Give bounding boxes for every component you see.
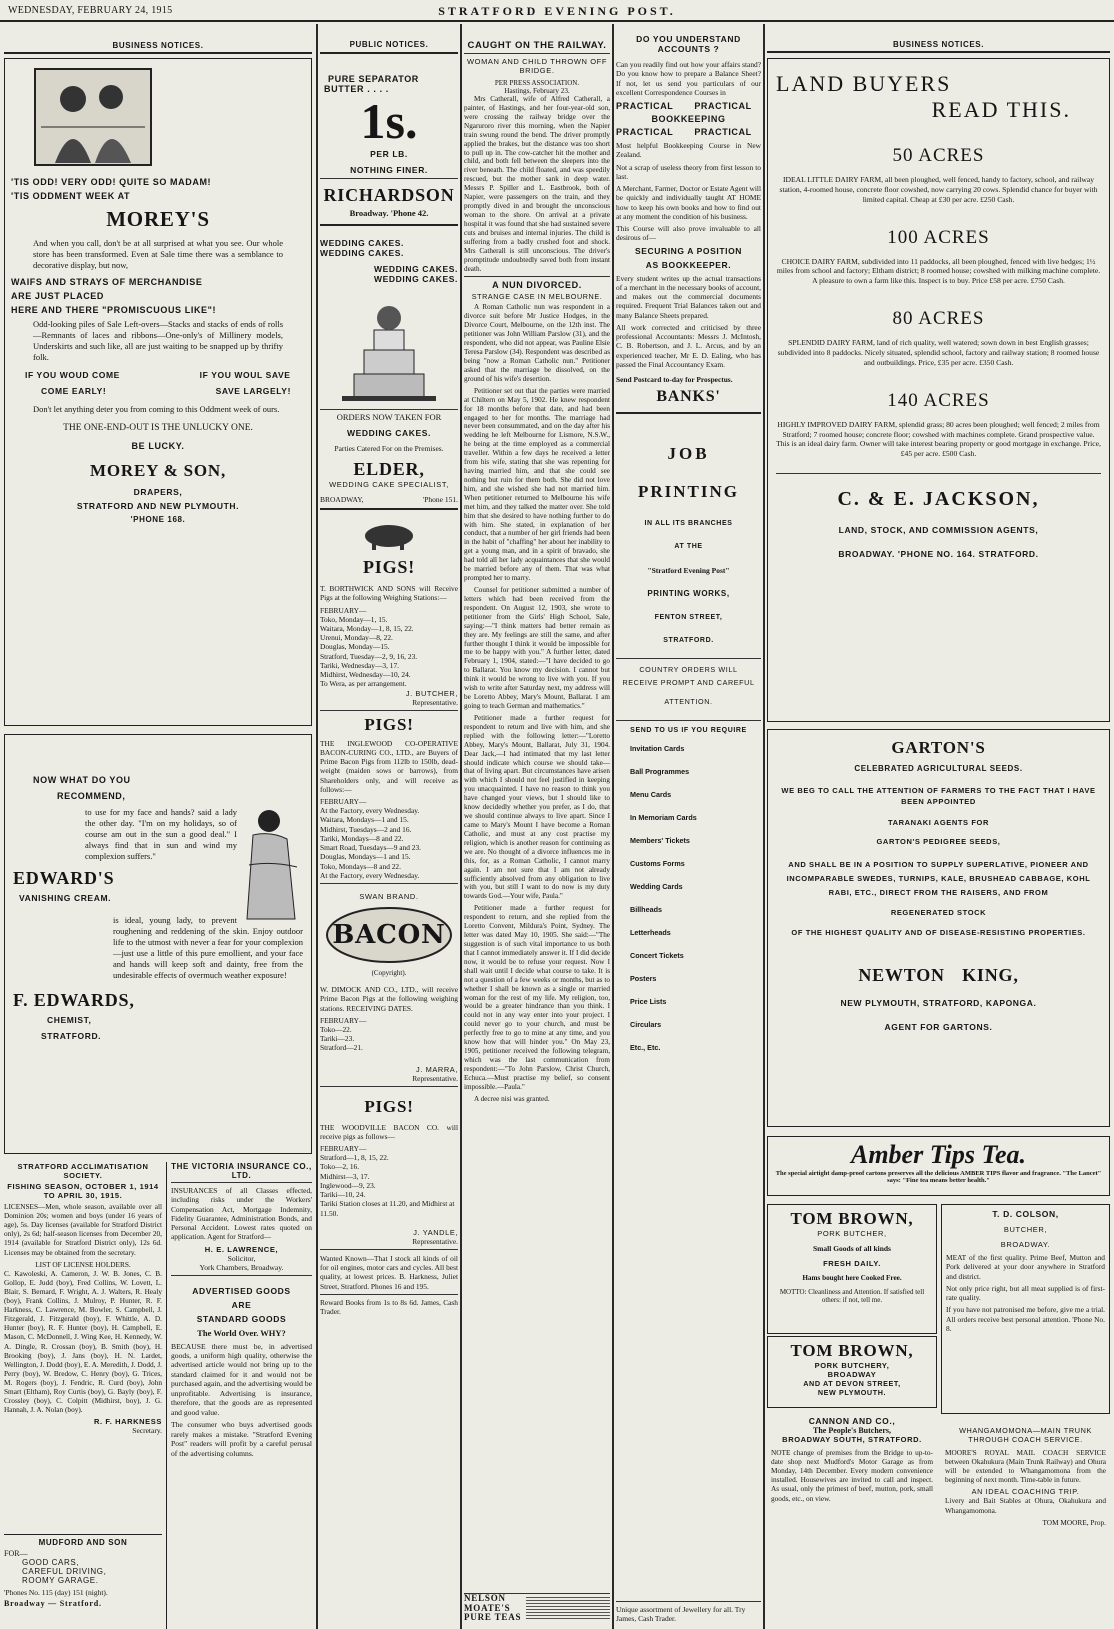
accounts-invaluable: This Course will also prove invaluable to all desirous of—: [616, 224, 761, 243]
coach-stables: Livery and Bait Stables at Ohura, Okahukura and Whangamomona.: [945, 1496, 1106, 1515]
coach-body: MOORE'S ROYAL MAIL COACH SERVICE between Okahukura (Main Trunk Railway) and Ohura will be extended to Whangamomona from the beginning of next month. Time-table in future.: [945, 1448, 1106, 1485]
victoria-solicitor: Solicitor,: [227, 1253, 256, 1263]
practical-line-2: PRACTICAL PRACTICAL: [616, 127, 752, 137]
send-to-us: SEND TO US IF YOU REQUIRE: [630, 727, 747, 734]
sep-name: "Stratford Evening Post": [647, 566, 730, 575]
land-lot-description: SPLENDID DAIRY FARM, land of rich quality, well watered; sown down in best English grasses; subdivided into 8 paddocks. Nicely situated, splendid school, factory and railway station; 8 roomed house and outbuildings. Price, £35 per acre. £350 Cash.: [777, 338, 1100, 367]
attention-line: ATTENTION.: [664, 697, 713, 706]
column-1: [4, 24, 312, 1629]
job-item: Invitation Cards: [630, 744, 685, 753]
victoria-body: INSURANCES of all Classes effected, including risks under the Workers' Compensation Act, Mortgage Indemnity, Fidelity Guarantee, Administration Bonds, and Personal Accident. Lowest rates quoted on application. Agent for Stratford—: [171, 1186, 312, 1242]
garton-p4: AND SHALL BE IN A POSITION TO SUPPLY SUPERLATIVE, PIONEER AND INCOMPARABLE SWEDES, TURNIPS, KALE, BRUSHEAD CABBAGE, KOHL RABI, ETC., DIRECT FROM THE RAISERS, AND FROM: [786, 859, 1091, 897]
land-lot-description: CHOICE DAIRY FARM, subdivided into 11 paddocks, all been ploughed, fenced with live hedges; 1½ miles from school and factory; Eltham district; 8 roomed house; cowshed with milking machine complete. A pleasure to own a farm like this. Inspect is to buy. Price £58 per acre. £750 Cash.: [776, 256, 1101, 286]
bacon-wordmark: BACON: [332, 920, 446, 950]
railway-headline: CAUGHT ON THE RAILWAY.: [464, 40, 610, 54]
pigs-heading-3: PIGS!: [364, 1096, 414, 1116]
wedding-cakes-1: WEDDING CAKES.: [320, 238, 404, 248]
land-buyers: LAND BUYERS: [776, 71, 952, 96]
morey-place: STRATFORD AND NEW PLYMOUTH.: [76, 501, 240, 512]
parties-catered: Parties Catered For on the Premises.: [334, 444, 444, 453]
adv-line1: ADVERTISED GOODS: [192, 1285, 291, 1296]
morey-line2: 'TIS ODDMENT WEEK AT: [11, 191, 131, 201]
morey-phone: 'PHONE 168.: [130, 515, 186, 525]
elder-name: ELDER,: [353, 459, 425, 479]
press-association: PER PRESS ASSOCIATION.: [494, 79, 580, 87]
butter-line2: BUTTER . . . .: [324, 84, 389, 94]
column-rule: [316, 24, 318, 1629]
section-heading: BUSINESS NOTICES.: [892, 40, 985, 49]
cannon-address: BROADWAY SOUTH, STRATFORD.: [782, 1435, 922, 1444]
orders-taken: ORDERS NOW TAKEN FOR: [320, 409, 458, 422]
tea-advert-text-block: [526, 1597, 610, 1621]
edwards-now: NOW WHAT DO YOU: [33, 775, 131, 785]
inglewood-feb: FEBRUARY—: [320, 797, 367, 806]
colson-advert: [941, 1204, 1110, 1414]
adv-para1: BECAUSE there must be, in advertised goods, a uniform high quality, otherwise the advertised article would not bring up to the standard claimed for it and would not be purchased again, and the advertising would be unprofitable. Advertising is insurance, therefore, that the goods are as represented and good value.: [171, 1341, 312, 1417]
coach-title: WHANGAMOMONA—MAIN TRUNK THROUGH COACH SERVICE.: [959, 1426, 1092, 1444]
waifs-line: WAIFS AND STRAYS OF MERCHANDISE: [11, 277, 203, 288]
nun-paragraph: Petitioner made a further request for respondent to return, and she replied from the Loretto Convent, Mildura's Point, Sydney. The letter was dated May 10, 1905. She said:—"The suggestion is of such vital importance to us both that I cannot immediately answer it. If I did decide now, it would be to refuse your request. Now I shall wait until I decide what course to take. It is not a question of a few weeks or months, but as to whether I shall be known as a single or married woman for the rest of my life. My religion, too, would be a greater hindrance than you think. I could not in any way enter into your project. I could never go to your church, and must be perfectly free to go to mine at any time, and you know how that will hinder you." On May 23, 1905, petitioner received the following telegram, which was the last communication from respondent:—"To John Parslow, Christ Church, Echuca.—Must practise my belief, so consent impossible.—Paula.": [464, 904, 610, 1091]
adv-line3: STANDARD GOODS: [196, 1313, 287, 1324]
colson-title: BUTCHER,: [1003, 1225, 1048, 1234]
accounts-merchant: A Merchant, Farmer, Doctor or Estate Agent will be quickly and individually taught AT HOME how to keep his own books and how to find out at any moment the condition of his business.: [616, 184, 761, 221]
land-lots: [776, 145, 1101, 459]
mudford-phones: 'Phones No. 115 (day) 151 (night).: [4, 1587, 108, 1597]
railway-subhead: WOMAN AND CHILD THROWN OFF BRIDGE.: [466, 57, 608, 75]
nun-subhead: STRANGE CASE IN MELBOURNE.: [471, 292, 603, 302]
wedding-cake-illustration: [320, 284, 458, 404]
garton-p5: REGENERATED STOCK: [890, 908, 987, 918]
adv-line2: ARE: [231, 1299, 252, 1310]
come-line: IF YOU WOUD COME: [25, 370, 120, 381]
elder-specialist: WEDDING CAKE SPECIALIST,: [329, 480, 449, 489]
woodville-signature: J. YANDLE,: [413, 1227, 458, 1237]
wedding-cakes-3: WEDDING CAKES.: [374, 264, 458, 274]
dimock-signature: J. MARRA,: [416, 1064, 458, 1074]
tom-brown-title-1: PORK BUTCHER,: [817, 1229, 887, 1238]
amber-tips-advert: [767, 1136, 1110, 1196]
butter-finer: NOTHING FINER.: [350, 165, 428, 175]
at-the: AT THE: [674, 543, 703, 550]
column-3: [464, 24, 610, 1629]
column-rule: [460, 24, 462, 1629]
garton-title: GARTON'S: [891, 738, 986, 757]
job-item: Price Lists: [630, 997, 667, 1006]
woodville-body: THE WOODVILLE BACON CO. will receive pigs as follows—: [320, 1122, 458, 1141]
tom-brown-butchery: PORK BUTCHERY,: [814, 1361, 890, 1370]
morey-intro: And when you call, don't be at all surprised at what you see. Our whole store has been transformed. Even at Sale time there was a semblance to decorative display, but now,: [33, 238, 283, 271]
woodville-rep: Representative.: [412, 1236, 458, 1246]
land-lot-heading: 140 ACRES: [887, 389, 990, 411]
tom-brown-name-1: TOM BROWN,: [790, 1209, 914, 1228]
mudford-address: Broadway — Stratford.: [4, 1598, 102, 1608]
garton-sub: CELEBRATED AGRICULTURAL SEEDS.: [854, 764, 1023, 773]
edwards-product: EDWARD'S: [13, 868, 115, 889]
job-item: Concert Tickets: [630, 951, 684, 960]
printing-works: PRINTING WORKS,: [647, 589, 730, 598]
mudford-for: FOR—: [4, 1549, 28, 1558]
jackson-firm: C. & E. JACKSON,: [837, 488, 1040, 511]
richardson-name: RICHARDSON: [323, 185, 455, 205]
accounts-students: Every student writes up the actual transactions of a merchant in the necessary books of account, and makes out the commercial documents required. Frequent Trial Balances taken out and many Balance Sheets prepared.: [616, 273, 761, 320]
save-largely: SAVE LARGELY!: [215, 386, 291, 397]
borthwick-stations: Toko, Monday—1, 15. Waitara, Monday—1, 8, 15, 22. Urenui, Monday—8, 22. Douglas, Monday—15. Stratford, Tuesday—2, 9, 16, 23. Tariki, Wednesday—3, 17. Midhirst, Wednesday—10, 24. To Wera, as per arrangement.: [320, 614, 418, 689]
job-item: Etc., Etc.: [630, 1043, 661, 1052]
practical-line-1: PRACTICAL PRACTICAL: [616, 101, 752, 111]
colson-name: T. D. COLSON,: [992, 1209, 1059, 1219]
amber-tips-wordmark: Amber Tips Tea.: [850, 1140, 1027, 1169]
job-item: Members' Tickets: [630, 836, 690, 845]
save-line: IF YOU WOUL SAVE: [199, 370, 291, 381]
elder-address: BROADWAY,: [320, 495, 364, 504]
edwards-advert: [4, 734, 312, 1154]
jewellery-notice: Unique assortment of Jewellery for all. Try James, Cash Trader.: [616, 1601, 761, 1623]
wedding-cakes-2: WEDDING CAKES.: [320, 248, 404, 258]
inglewood-body: THE INGLEWOOD CO-OPERATIVE BACON-CURING CO., LTD., are Buyers of Prime Bacon Pigs from 112lb to 150lb, dead-weight (maiden sows or barrows), from Shareholders only, and will receive as follows:—: [320, 738, 458, 794]
section-heading: PUBLIC NOTICES.: [349, 40, 429, 49]
butter-per-lb: PER LB.: [370, 149, 408, 159]
elder-phone: 'Phone 151.: [422, 495, 458, 504]
woodville-stations: Stratford—1, 8, 15, 22. Toko—2, 16. Midhirst—3, 17. Inglewood—9, 23. Tariki—10, 24. Tariki Station closes at 11.20, and Midhirst at 11.50.: [320, 1153, 455, 1218]
nelson-moate-name: NELSON MOATE'S PURE TEAS: [464, 1593, 522, 1623]
inglewood-stations: At the Factory, every Wednesday. Waitara, Mondays—1 and 15. Midhirst, Tuesdays—2 and 16. Tariki, Mondays—8 and 22. Smart Road, Tuesdays—9 and 23. Douglas, Mondays—1 and 15. Toko, Mondays—8 and 22. At the Factory, every Wednesday.: [320, 806, 422, 880]
country-orders: COUNTRY ORDERS WILL: [639, 665, 738, 674]
morey-advert: [4, 58, 312, 726]
mudford-lines: GOOD CARS, CAREFUL DRIVING, ROOMY GARAGE.: [22, 1558, 107, 1586]
morey-line1: 'TIS ODD! VERY ODD! QUITE SO MADAM!: [11, 177, 212, 187]
job-heading: JOB: [667, 444, 710, 463]
accl-list-title: LIST OF LICENSE HOLDERS.: [35, 1259, 131, 1269]
land-lot-description: HIGHLY IMPROVED DAIRY FARM, splendid grass; 80 acres been ploughed; well fenced; 2 miles from Stratford; 7 roomed house; concrete floor; cowshed with machines complete. Grand prospective value. This is an ideal dairy farm. Owner will take interest bearing property or good mortgage in exchange. Price, £45 per acre. £500 Cash.: [776, 419, 1101, 459]
accounts-corrected: All work corrected and criticised by three professional Accountants: Messrs J. McIntosh, C. B. Robertson, and J. L. Arcus, and by an experienced teacher, Mr E. D. Ealing, who has passed the Final Accountancy Exam.: [616, 322, 761, 369]
amber-tips-sub: The special airtight damp-proof cartons preserves all the delicious AMBER TIPS flavor and fragrance. "The Lancet" says: "Fine tea means better health.": [775, 1169, 1102, 1184]
column-2: [320, 24, 458, 1629]
accl-signature: R. F. HARKNESS: [94, 1417, 162, 1427]
dimock-body: W. DIMOCK AND CO., LTD., will receive Prime Bacon Pigs at the following weighing stations. RECEIVING DATES.: [320, 985, 458, 1013]
land-lot-description: IDEAL LITTLE DAIRY FARM, all been ploughed, well fenced, handy to factory, school, and railway station, 4-roomed house, concrete floor cowshed, now carrying 20 cows. Splendid chance for buyer with limited capital. Cheap at £30 per acre. £250 Cash.: [779, 175, 1098, 204]
tom-brown-motto: MOTTO: Cleanliness and Attention. If satisfied tell others: if not, tell me.: [779, 1288, 925, 1304]
cannon-title: The People's Butchers,: [813, 1426, 891, 1435]
morey-oddments: Odd-looking piles of Sale Left-overs—Stacks and stacks of ends of rolls—Remnants of laces and ribbons—One-only's of Millinery models, Underskirts and such like, all are just waiting to be snapped up by thrifty folk.: [33, 319, 283, 363]
colson-body: MEAT of the first quality. Prime Beef, Mutton and Pork delivered at your door anywhere in Stratford and district.: [946, 1253, 1105, 1281]
edwards-town: STRATFORD.: [41, 1030, 102, 1041]
pigs-heading-1: PIGS!: [362, 557, 415, 577]
land-lot-heading: 50 ACRES: [892, 145, 985, 166]
tom-brown-np: NEW PLYMOUTH.: [817, 1388, 887, 1397]
butter-line1: PURE SEPARATOR: [328, 74, 419, 84]
tom-brown-advert-1: [767, 1204, 937, 1334]
butter-price: 1s.: [360, 93, 418, 149]
securing-position: SECURING A POSITION: [634, 245, 743, 256]
swan-copyright: (Copyright).: [371, 969, 407, 977]
bookkeeping-line: BOOKKEEPING: [651, 114, 726, 124]
nun-headline: A NUN DIVORCED.: [492, 280, 582, 291]
be-lucky: BE LUCKY.: [131, 441, 185, 452]
wedding-cakes-4: WEDDING CAKES.: [374, 274, 458, 284]
elder-address-row: [320, 495, 458, 504]
colson-trial: If you have not patronised me before, give me a trial. All orders receive best personal attention. 'Phone No. 8.: [946, 1305, 1105, 1333]
section-heading: BUSINESS NOTICES.: [112, 41, 204, 50]
column-5: [767, 24, 1110, 1629]
job-item: Circulars: [630, 1020, 662, 1029]
pigs-heading-2: PIGS!: [364, 714, 414, 734]
edwards-title: CHEMIST,: [47, 1014, 92, 1025]
cannon-body: NOTE change of premises from the Bridge to up-to-date shop next Mudford's Motor Garage as from Monday, 14th December. Every modern convenience installed. Housewives are invited to call and inspect. As usual, only the primest of beef, mutton, pork, small goods, etc., on view.: [771, 1448, 933, 1503]
column-rule: [612, 24, 614, 1629]
railway-dateline: Hastings, February 23.: [504, 87, 570, 95]
garton-p2: TARANAKI AGENTS FOR: [888, 817, 989, 827]
tom-brown-name-2: TOM BROWN,: [790, 1341, 914, 1360]
tom-brown-advert-2: [767, 1336, 937, 1408]
accounts-headline: DO YOU UNDERSTAND ACCOUNTS ?: [636, 34, 741, 54]
pig-icon: [320, 520, 458, 552]
here-line: HERE AND THERE "PROMISCUOUS LIKE"!: [11, 305, 217, 316]
dimock-dates: Toko—22. Tariki—23. Stratford—21.: [320, 1024, 363, 1053]
wedding-cakes-5: WEDDING CAKES.: [347, 428, 431, 438]
accounts-intro: Can you readily find out how your affairs stand? Do you know how to prepare a Balance Sheet? If not, let us send you particulars of our excellent Correspondence Courses in: [616, 60, 761, 97]
job-item: Letterheads: [630, 928, 671, 937]
garton-towns: NEW PLYMOUTH, STRATFORD, KAPONGA.: [840, 997, 1037, 1008]
borthwick-body: T. BORTHWICK AND SONS will Receive Pigs at the following Weighing Stations:—: [320, 584, 458, 603]
send-postcard: Send Postcard to-day for Prospectus.: [616, 375, 733, 384]
land-lot-heading: 80 ACRES: [892, 308, 985, 330]
morey-firm: MOREY & SON,: [90, 461, 226, 481]
morey-name: MOREY'S: [106, 207, 210, 231]
wanted-known: Wanted Known—That I stock all kinds of oil for oil engines, motor cars and cycles. All best quality, at lowest prices. B. Harkness, Juliet Street, Stratford. Phones 16 and 195.: [320, 1253, 458, 1291]
tom-brown-goods: Small Goods of all kinds: [813, 1244, 891, 1253]
nelson-moate-advert: [464, 1593, 610, 1623]
newspaper-name: STRATFORD EVENING POST.: [438, 4, 676, 18]
job-item: Menu Cards: [630, 790, 672, 799]
morey-drapers: DRAPERS,: [133, 487, 183, 498]
edwards-recommend: RECOMMEND,: [57, 791, 126, 801]
colson-price: Not only price right, but all meat supplied is of first-rate quality.: [946, 1283, 1105, 1302]
read-this: READ THIS.: [931, 97, 1071, 122]
job-item: Billheads: [630, 905, 662, 914]
column-rule: [763, 24, 765, 1629]
jackson-agents: LAND, STOCK, AND COMMISSION AGENTS,: [838, 525, 1039, 536]
accl-secretary: Secretary.: [132, 1426, 162, 1436]
placed-line: ARE JUST PLACED: [11, 291, 105, 302]
cannon-name: CANNON AND CO.,: [808, 1416, 896, 1426]
accounts-theory: Not a scrap of useless theory from first lesson to last.: [616, 162, 761, 181]
woodville-feb: FEBRUARY—: [320, 1144, 367, 1153]
garton-agent: AGENT FOR GARTONS.: [884, 1021, 993, 1032]
morey-deter: Don't let anything deter you from coming to this Oddment week of ours.: [33, 404, 280, 415]
victoria-address: York Chambers, Broadway.: [199, 1262, 284, 1272]
adv-para2: The consumer who buys advertised goods rarely makes a mistake. "Stratford Evening Post" readers will profit by a careful perusal of the advertising columns.: [171, 1420, 312, 1458]
edwards-name: F. EDWARDS,: [13, 989, 135, 1010]
job-items-list: [630, 744, 761, 1052]
victoria-title: THE VICTORIA INSURANCE CO., LTD.: [171, 1162, 312, 1183]
stratford-line: STRATFORD.: [663, 637, 714, 644]
jackson-land-advert: [767, 58, 1110, 722]
column-4: [616, 24, 761, 1629]
accl-season: FISHING SEASON, OCTOBER 1, 1914 TO APRIL 30, 1915.: [7, 1182, 159, 1200]
nun-paragraph: A Roman Catholic nun was respondent in a divorce suit before Mr Justice Hodges, in the Divorce Court, Melbourne, on the 12th inst. The petitioner was John William Parslow (31), and the respondent, who did not appear, was Pauline Elsie Teresa Parslow (34). Respondent was described as being "now a Roman Catholic nun." Petitioner asked that the marriage be dissolved, on the ground of his wife's desertion.: [464, 303, 610, 383]
victoria-agent: H. E. LAWRENCE,: [204, 1244, 279, 1254]
one-end-line: THE ONE-END-OUT IS THE UNLUCKY ONE.: [63, 423, 253, 434]
job-item: Ball Programmes: [630, 767, 690, 776]
victoria-and-advertising: [166, 1162, 312, 1629]
banks-name: BANKS': [656, 388, 721, 405]
newton-king: NEWTON KING,: [858, 964, 1019, 985]
garton-p6: OF THE HIGHEST QUALITY AND OF DISEASE-RESISTING PROPERTIES.: [791, 928, 1086, 938]
coach-trip: AN IDEAL COACHING TRIP.: [971, 1487, 1080, 1497]
nun-paragraph: Petitioner set out that the parties were married at Chiltern on May 5, 1902. He knew respondent for 18 months before that date, and had been engaged to her for months. The marriage had never been consummated, and on the day after his wedding he left Melbourne for Lismore, N.S.W., he being at the time employed as a commercial traveller. Within a few days he received a letter from his wife, stating that she was repenting for having married him, and that she could see nothing but ruin for them both. She did not love him, and she wished she had not married him. When petitioner returned to Melbourne his wife met him, and they talked the matter over. She told him that she desired to have nothing further to do with him. She stated, in explanation of her conduct, that a number of her girl friends had been in the habit of "chaffing" her about her inability to get a young man, and in a spirit of bravado, she had told all her lady acquaintances that she would be married before any of them. That was what prompted her to marry.: [464, 386, 610, 583]
accounts-helpful: Most helpful Bookkeeping Course in New Zealand.: [616, 141, 761, 160]
job-item: Posters: [630, 974, 657, 983]
bacon-pig-logo: [324, 905, 454, 965]
coach-signature: TOM MOORE, Prop.: [1042, 1517, 1106, 1527]
borthwick-rep: Representative.: [412, 697, 458, 707]
accl-body: LICENSES—Men, whole season, available over all Dominion 20s; women and boys (under 16 years of age), 5s. Day licenses (available for Stratford District only), 2s 6d; half-season licenses from December 20, 1914 (available for Stratford District only), 12s 6d. Licenses may be obtained from the secretary.: [4, 1202, 162, 1257]
adv-line4: The World Over. WHY?: [197, 1327, 286, 1338]
come-early: COME EARLY!: [41, 386, 107, 397]
richardson-address: Broadway. 'Phone 42.: [349, 208, 429, 218]
job-item: In Memoriam Cards: [630, 813, 697, 822]
colson-address: BROADWAY.: [1000, 1240, 1051, 1249]
receive-prompt: RECEIVE PROMPT AND CAREFUL: [622, 678, 755, 687]
acclimatisation-notice: [4, 1162, 162, 1462]
tom-brown-broadway: BROADWAY: [827, 1370, 877, 1379]
mudford-advert: [4, 1534, 162, 1624]
come-save-row: [11, 366, 305, 400]
nun-paragraph: Petitioner made a further request for respondent to return and live with him, and she replied with the following letter:—"Loretto Abbey, Mary's Mount, Ballarat, July 31, 1904. Dear Jack,—I had intimated that my last letter should indicate which course we should take—that of living apart. But circumstances have arisen with which I should not feel justified in keeping you unacquainted. I have no reason to think you have changed your views, but I should like to know decidedly whether you prefer, as I do, that we should continue always to live apart. Since I came to Mary's Mount I have become a Roman Catholic, and must at any cost practise my religion, which is another reason for continuing as we are. No thought of a divorce influences me in this, for, as a Roman Catholic, I cannot marry again. I am not sure that I am not already sufficiently absolved from any obligation to live with you, but still I want to do now is my duty towards God.—Your wife, Paula.": [464, 713, 610, 901]
tom-brown-fresh: FRESH DAILY.: [823, 1259, 881, 1268]
edwards-body: is ideal, young lady, to prevent roughening and reddening of the skin. Enjoy outdoor life to the utmost with never a fear for your complexion—just use a little of this pure emollient, and your face and hands will keep soft and dainty, free from the undesirable effects of overmuch weather exposure!: [113, 915, 303, 981]
lady-illustration: [241, 805, 303, 923]
all-branches: IN ALL ITS BRANCHES: [644, 520, 733, 527]
accl-list: C. Kawoleski, A. Cameron, J. W. B. Jones, C. B. Gollop, E. Judd (boy), Fred Collins, W. Lovett, L. Blair, S. Bernard, F. Wright, A. J. Walters, R. Healy (boy), Frank Collins, J. Mulroy, P. Hunter, R. F. Harkness, C. Lawrence, M. Bowler, S. Campbell, J. Fitzgerald, J. Fitzgerald (boy), F. Whittle, A. D. Hunter (boy), R. F. Hunter (boy), H. Campbell, E. Mason, C. McDonnell, J. Wing Kee, H. Kennedy, W. A. Dingle, R. Crossan (boy), B. Smith (boy), H. Brooking (boy), J. Jans (boy), H. N. Lardet, Wellington, J. Dodd (boy), E. A. Meredith, J. Dodd, J. Perry (boy), W. Bredow, C. Henry (boy), G. Trices, M. Rogers (boy), J. Fendric, R. Curd (boy), John Smart (Eltham), Roy Curtis (boy), G. Bayly (boy), F. Crossley (boy), C. Colpitt (Midhirst, boy), J. G. Hannah, J. A. Nolan (boy).: [4, 1268, 162, 1415]
swan-brand: SWAN BRAND.: [359, 892, 419, 901]
job-item: Customs Forms: [630, 859, 685, 868]
coach-advert: [941, 1422, 1110, 1618]
land-lot-heading: 100 ACRES: [887, 226, 990, 248]
edwards-question: to use for my face and hands? said a lady the other day. "I'm on my holidays, so of course am out in the sun a good deal." I always find that in sun and wind my complexion suffers.": [85, 807, 237, 862]
reward-books: Reward Books from 1s to 8s 6d. James, Cash Trader.: [320, 1297, 458, 1316]
accl-title: STRATFORD ACCLIMATISATION SOCIETY.: [17, 1162, 149, 1180]
cannon-advert: [767, 1412, 937, 1608]
nun-paragraph: A decree nisi was granted.: [474, 1094, 550, 1103]
garton-advert: [767, 729, 1110, 1127]
dimock-feb: FEBRUARY—: [320, 1015, 367, 1025]
vanishing-cream: VANISHING CREAM.: [19, 893, 112, 904]
tom-brown-devon: AND AT DEVON STREET,: [803, 1379, 901, 1388]
shop-illustration: [33, 67, 153, 167]
garton-p1: WE BEG TO CALL THE ATTENTION OF FARMERS TO THE FACT THAT I HAVE BEEN APPOINTED: [781, 786, 1096, 807]
dimock-rep: Representative.: [412, 1073, 458, 1083]
tom-brown-hams: Hams bought here Cooked Free.: [802, 1274, 902, 1282]
borthwick-feb: FEBRUARY—: [320, 605, 367, 615]
railway-story: Mrs Catherall, wife of Alfred Catherall, a painter, of Hastings, and her four-year-old son, were crossing the railway bridge over the Ngaruroro river this morning, when the Napier train swung round the bend. The driver promptly applied the brakes, but the distance was too short to pull up in. The cow-catcher hit the mother and child, and both fell between the sleepers into the river beneath. The child floated, and was speedily rescued, but the mother sank in deep water. Messrs P. Spiller and L. Eastbrook, both of Napier, were passengers on the train, and they promptly dived in and brought the unconscious woman to the shore. On arrival at a private hospital it was found that she had sustained severe cuts and bruises and internal injuries. The child is suffering from a badly crushed foot and shock. Mrs Catherall is still unconscious. The driver's promptitude undoubtedly saved both from instant death.: [464, 95, 610, 273]
nun-paragraph: Counsel for petitioner submitted a number of letters which had been received from the respondent. On August 12, 1903, she wrote to petitioner from the Girls' High School, Sale, saying:—"I think matters had better remain as they are. My feelings are still the same, and after further thought I think it would be impossible for me to be happy with you." A further letter, dated February 1, 1904, stated:—"I have decided to go to Ballarat. You know my decision. I cannot but think it would be wrong to live with you. If you wish to write after Saturday next, my address will be Loretto Abbey, Mary's Mount, Ballarat. I am going to teach German and mathematics.": [464, 586, 610, 710]
as-bookkeeper: AS BOOKKEEPER.: [645, 259, 732, 270]
printing-heading: PRINTING: [637, 482, 739, 501]
mudford-title: MUDFORD AND SON: [38, 1538, 128, 1547]
masthead: [0, 0, 1114, 22]
issue-date: WEDNESDAY, FEBRUARY 24, 1915: [8, 5, 173, 16]
jackson-address: BROADWAY. 'PHONE NO. 164. STRATFORD.: [838, 549, 1039, 560]
garton-p3: GARTON'S PEDIGREE SEEDS,: [876, 836, 1001, 846]
job-item: Wedding Cards: [630, 882, 683, 891]
fenton-street: FENTON STREET,: [654, 614, 723, 621]
nun-story: [464, 303, 610, 1103]
borthwick-signature: J. BUTCHER,: [405, 688, 458, 698]
